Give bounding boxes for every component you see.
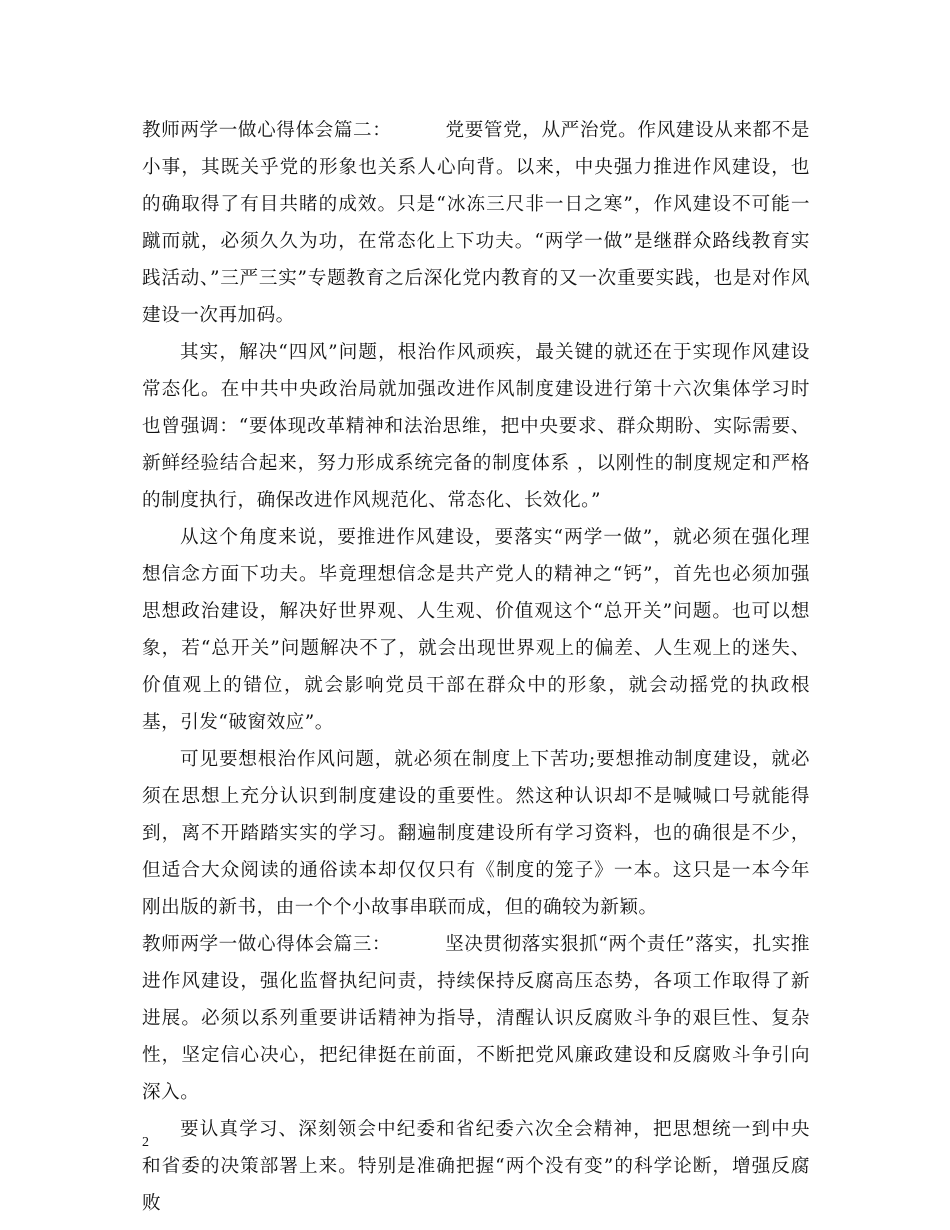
section-three-heading: 教师两学一做心得体会篇三：	[142, 934, 392, 955]
section-two-intro-text: 党要管党，从严治党。作风建设从来都不是小事，其既关乎党的形象也关系人心向背。以来，中央强力推进作风建设，也的确取得了有目共睹的成效。只是“冰冻三尺非一日之寒”，作风建设不可能一蹴而就，必须久久为功，在常态化上下功夫。“两学一做”是继群众路线教育实践活动、”三严三实”专题教育之后深化党内教育的又一次重要实践，也是对作风建设一次再加码。	[142, 120, 810, 326]
section-three-paragraph	[142, 926, 810, 1111]
document-body	[142, 112, 810, 1222]
body-paragraph: 要认真学习、深刻领会中纪委和省纪委六次全会精神，把思想统一到中央和省委的决策部署上来。特别是准确把握“两个没有变”的科学论断，增强反腐败	[142, 1119, 810, 1214]
section-two-heading: 教师两学一做心得体会篇二：	[142, 120, 392, 141]
section-three-intro-text: 坚决贯彻落实狠抓“两个责任”落实，扎实推进作风建设，强化监督执纪问责，持续保持反腐高压态势，各项工作取得了新进展。必须以系列重要讲话精神为指导，清醒认识反腐败斗争的艰巨性、复杂性，坚定信心决心，把纪律挺在前面，不断把党风廉政建设和反腐败斗争引向深入。	[142, 934, 810, 1103]
body-paragraph: 可见要想根治作风问题，就必须在制度上下苦功;要想推动制度建设，就必须在思想上充分认识到制度建设的重要性。然这种认识却不是喊喊口号就能得到，离不开踏踏实实的学习。翻遍制度建设所有学习资料，也的确很是不少，但适合大众阅读的通俗读本却仅仅只有《制度的笼子》一本。这只是一本今年刚出版的新书，由一个个小故事串联而成，但的确较为新颖。	[142, 749, 810, 918]
page-number: 2	[142, 1135, 149, 1150]
section-two-paragraph	[142, 112, 810, 334]
body-paragraph: 从这个角度来说，要推进作风建设，要落实“两学一做”，就必须在强化理想信念方面下功夫。毕竟理想信念是共产党人的精神之“钙”，首先也必须加强思想政治建设，解决好世界观、人生观、价值观这个“总开关”问题。也可以想象，若“总开关”问题解决不了，就会出现世界观上的偏差、人生观上的迷失、价值观上的错位，就会影响党员干部在群众中的形象，就会动摇党的执政根基，引发“破窗效应”。	[142, 527, 810, 733]
body-paragraph: 其实，解决“四风”问题，根治作风顽疾，最关键的就还在于实现作风建设常态化。在中共中央政治局就加强改进作风制度建设进行第十六次集体学习时也曾强调：“要体现改革精神和法治思维，把中央要求、群众期盼、实际需要、新鲜经验结合起来，努力形成系统完备的制度体系 ，以刚性的制度规定和严格的制度执行，确保改进作风规范化、常态化、长效化。”	[142, 342, 810, 511]
